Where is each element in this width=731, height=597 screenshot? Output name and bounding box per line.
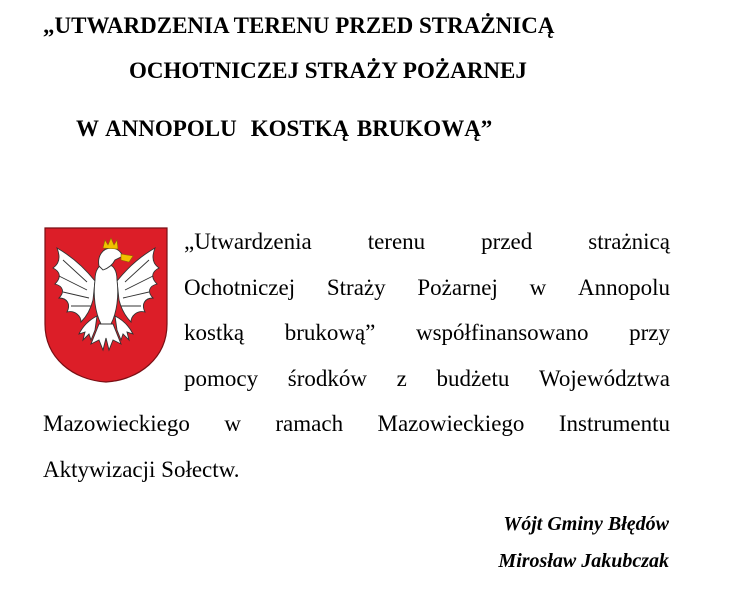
- body-line: [184, 274, 670, 302]
- body-word: współfinansowano: [416, 320, 589, 345]
- body-line-last: Aktywizacji Sołectw.: [43, 457, 240, 482]
- body-word: Straży: [326, 275, 386, 300]
- body-line: [184, 365, 670, 393]
- body-word: z: [396, 366, 407, 391]
- title-location: W ANNOPOLU: [76, 116, 237, 141]
- body-word: w: [224, 411, 241, 436]
- body-word: Ochotniczej: [184, 275, 296, 300]
- body-word: kostką: [184, 320, 245, 345]
- document-title-line-1: „UTWARDZENIA TERENU PRZED STRAŻNICĄ: [43, 13, 555, 38]
- signature-role: Wójt Gminy Błędów: [503, 513, 669, 535]
- body-word: w: [529, 275, 547, 300]
- body-word: środków: [287, 366, 367, 391]
- body-line: [184, 319, 670, 347]
- body-word: Annopolu: [577, 275, 670, 300]
- coat-of-arms-icon: [43, 226, 169, 384]
- body-word: przed: [481, 229, 533, 254]
- body-word: brukową”: [284, 320, 376, 345]
- body-line: [43, 410, 670, 438]
- body-word: Instrumentu: [558, 411, 670, 436]
- body-word: Mazowieckiego: [43, 411, 190, 436]
- body-word: Województwa: [539, 366, 670, 391]
- body-word: budżetu: [436, 366, 510, 391]
- document-title-line-3: [76, 115, 731, 143]
- body-word: przy: [629, 320, 670, 345]
- body-line: [184, 228, 670, 256]
- body-word: „Utwardzenia: [184, 229, 312, 254]
- body-word: terenu: [367, 229, 426, 254]
- body-word: Pożarnej: [417, 275, 498, 300]
- body-word: ramach: [275, 411, 344, 436]
- title-subject: KOSTKĄ BRUKOWĄ”: [250, 116, 493, 141]
- document-title-line-2: OCHOTNICZEJ STRAŻY POŻARNEJ: [129, 58, 527, 83]
- signature-name: Mirosław Jakubczak: [498, 550, 669, 572]
- body-word: Mazowieckiego: [377, 411, 525, 436]
- body-word: pomocy: [184, 366, 259, 391]
- body-word: strażnicą: [588, 229, 670, 254]
